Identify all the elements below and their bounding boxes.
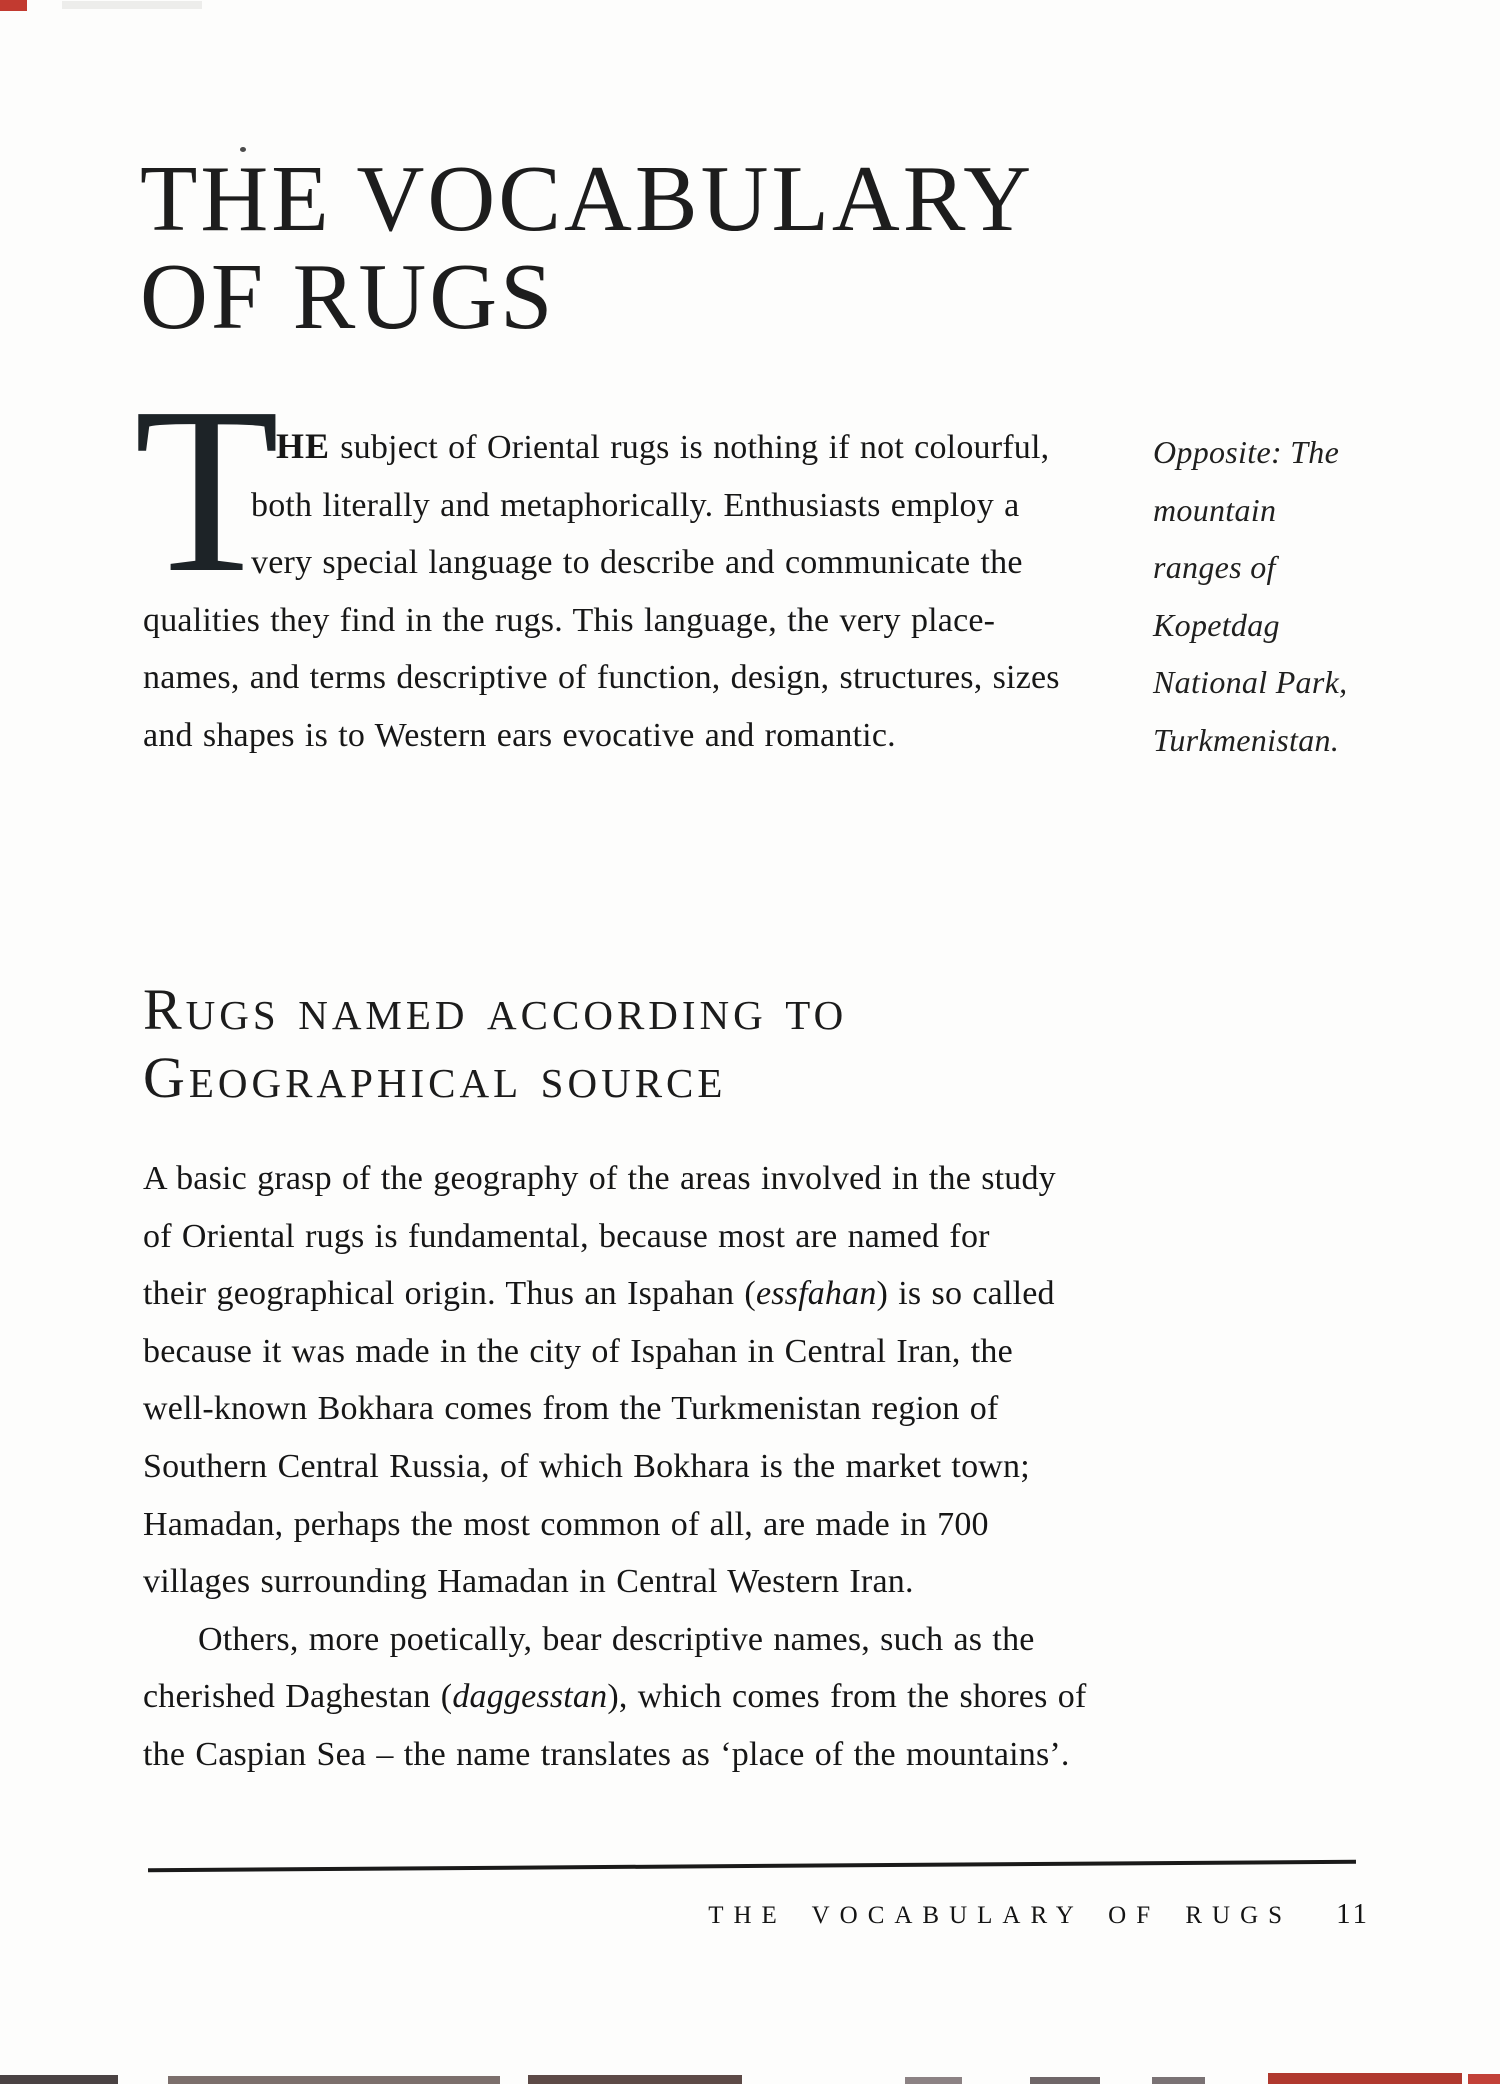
body-line-6: Southern Central Russia, of which Bokhara is the market town; (143, 1447, 1030, 1485)
intro-paragraph (143, 418, 1173, 764)
sidenote-line-4: Kopetdag (1153, 606, 1280, 643)
sidenote-line-2: mountain (1153, 491, 1277, 528)
intro-line-3: very special language to describe and communicate the (251, 544, 1023, 581)
sidenote-line-6: Turkmenistan. (1153, 721, 1340, 758)
sidenote-line-1: Opposite: The (1153, 434, 1340, 470)
chapter-title (140, 147, 1035, 349)
band-segment (1468, 2074, 1500, 2084)
intro-line-1 (276, 418, 1173, 477)
sidenote-line-3: ranges of (1153, 549, 1276, 585)
band-segment (0, 2075, 118, 2084)
intro-line-1-text: subject of Oriental rugs is nothing if not colourful, (330, 429, 1050, 466)
sidenote-line-5: National Park, (1153, 664, 1348, 700)
body-line-8: villages surrounding Hamadan in Central Western Iran. (143, 1563, 914, 1601)
section-heading (143, 976, 847, 1112)
band-segment (528, 2075, 742, 2084)
footer-rule (148, 1860, 1356, 1872)
band-segment (1030, 2077, 1100, 2084)
intro-line-2: both literally and metaphorically. Enthusiasts employ a (251, 486, 1020, 524)
body-line-11: the Caspian Sea – the name translates as ‘place of the mountains’. (143, 1735, 1070, 1773)
running-title: THE VOCABULARY OF RUGS (708, 1902, 1293, 1929)
body-line-2: of Oriental rugs is fundamental, because most are named for (143, 1217, 990, 1255)
dropcap-letter: T (134, 359, 280, 622)
band-segment (905, 2077, 962, 2084)
lead-in-caps: HE (276, 426, 331, 466)
intro-line-4: qualities they find in the rugs. This language, the very place- (143, 601, 996, 639)
intro-line-6: and shapes is to Western ears evocative and romantic. (143, 716, 896, 754)
body-line-3: their geographical origin. Thus an Ispahan (essfahan) is so called (143, 1275, 1055, 1313)
band-segment (1152, 2077, 1205, 2084)
section-heading-line-2: Geographical source (143, 1045, 727, 1110)
body-line-10: cherished Daghestan (daggesstan), which comes from the shores of (143, 1678, 1087, 1716)
page-number: 11 (1336, 1898, 1370, 1930)
section-heading-line-1: Rugs named according to (143, 977, 848, 1042)
body-line-5: well-known Bokhara comes from the Turkmenistan region of (143, 1390, 999, 1428)
intro-line-5: names, and terms descriptive of function, design, structures, sizes (143, 659, 1060, 696)
body-line-1: A basic grasp of the geography of the areas involved in the study (143, 1160, 1056, 1197)
chapter-title-line-1: THE VOCABULARY (140, 147, 1035, 251)
body-line-4: because it was made in the city of Ispahan in Central Iran, the (143, 1332, 1013, 1370)
scan-artifact-top-left-red (0, 0, 27, 11)
band-segment (168, 2076, 500, 2084)
body-line-7: Hamadan, perhaps the most common of all, are made in 700 (143, 1505, 989, 1543)
scan-artifact-top-gray-line (62, 1, 202, 9)
caption-sidenote (1153, 424, 1413, 769)
page-footer (708, 1898, 1370, 1931)
body-line-9: Others, more poetically, bear descriptive names, such as the (198, 1620, 1035, 1658)
body-paragraph (143, 1150, 1173, 1784)
band-segment (1268, 2073, 1462, 2084)
chapter-title-line-2: OF RUGS (140, 245, 556, 349)
